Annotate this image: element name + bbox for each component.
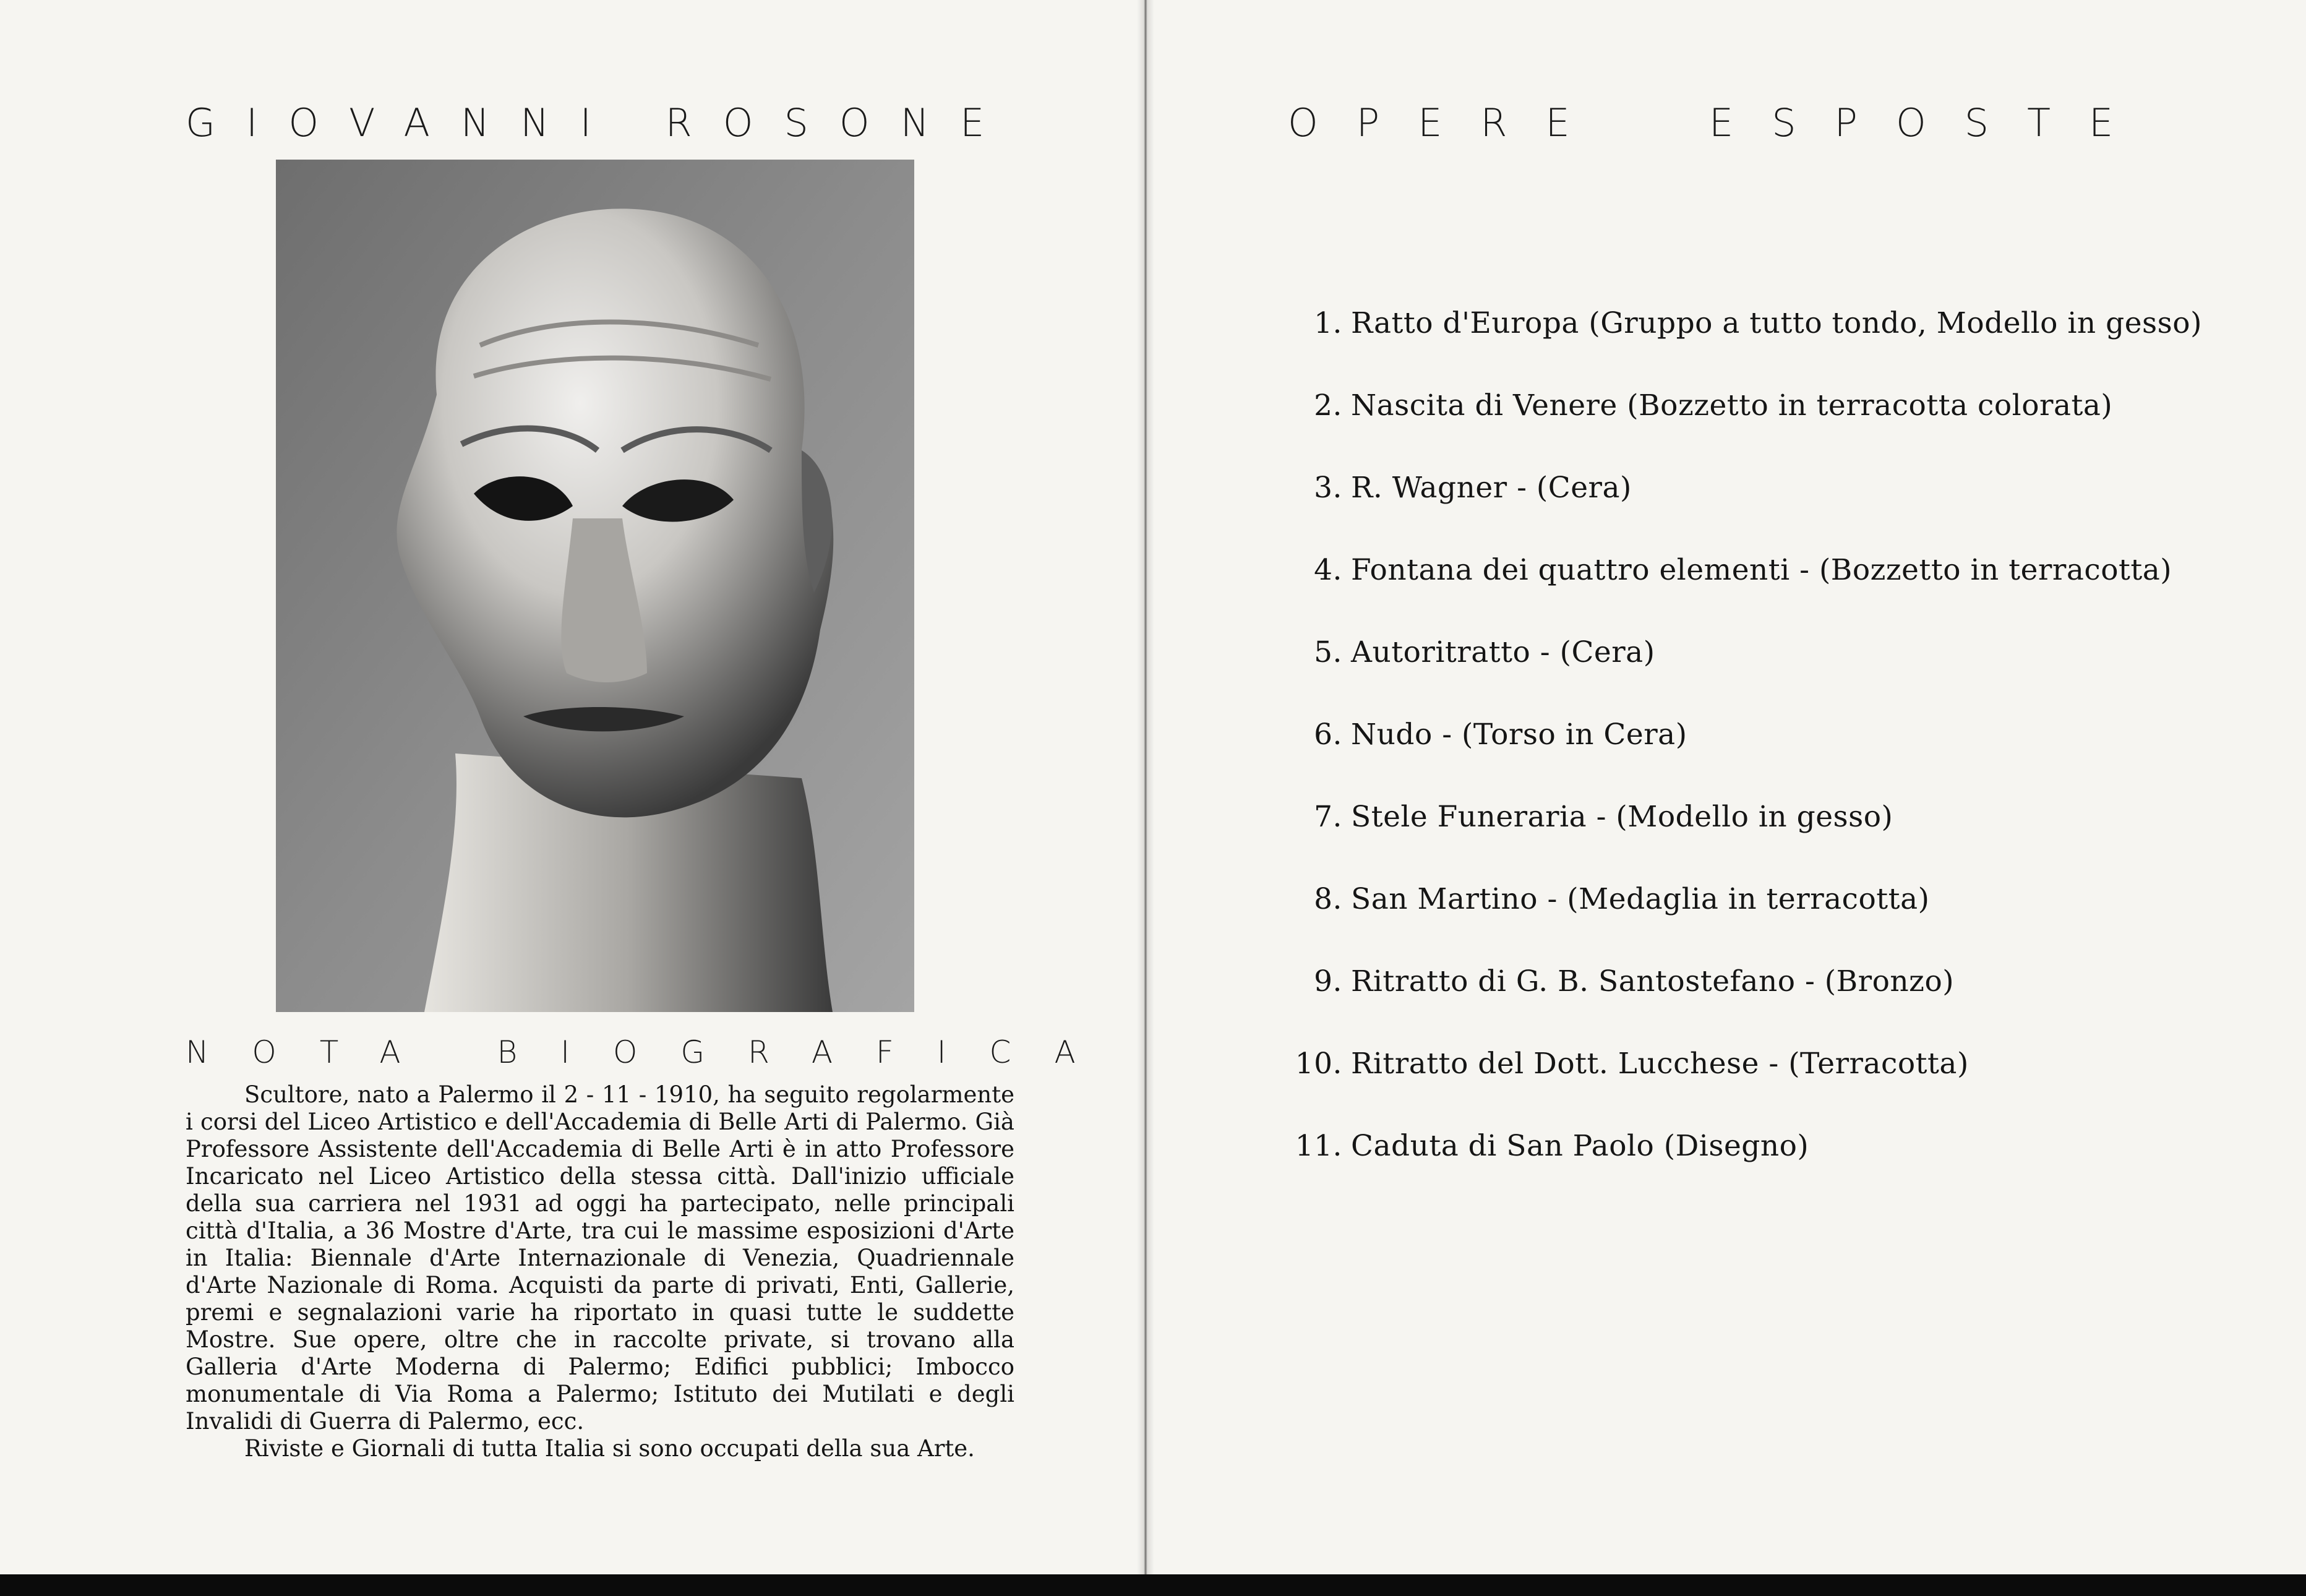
list-item [1288, 964, 2202, 1047]
bio-paragraph: Riviste e Giornali di tutta Italia si sono occupati della sua Arte. [244, 1435, 975, 1462]
list-item [1288, 471, 2202, 553]
item-text: Nascita di Venere (Bozzetto in terracotta colorata) [1351, 388, 2113, 423]
item-number: 7. [1314, 800, 1342, 834]
right-page [1146, 0, 2306, 1574]
sculpted-head-image [276, 160, 914, 1012]
list-item [1288, 553, 2202, 635]
list-item [1288, 1129, 2202, 1211]
bio-paragraph: Scultore, nato a Palermo il 2 - 11 - 1910, ha seguito regolarmente i corsi del Liceo Artistico e dell'Accademia di Belle Arti di Palermo. Già Professore Assistente dell'Accademia di Belle Arti è in atto Professore Incaricato nel Liceo Artistico della stessa città. Dall'inizio ufficiale della sua carriera nel 1931 ad oggi ha partecipato, nelle principali città d'Italia, a 36 Mostre d'Arte, tra cui le massime esposizioni d'Arte in Italia: Biennale d'Arte Internazionale di Venezia, Quadriennale d'Arte Nazionale di Roma. Acquisti da parte di privati, Enti, Gallerie, premi e segnalazioni varie ha riportato in quasi tutte le suddette Mostre. Sue opere, oltre che in raccolte private, si trovano alla Galleria d'Arte Moderna di Palermo; Edifici pubblici; Imbocco monumentale di Via Roma a Palermo; Istituto dei Mutilati e degli Invalidi di Guerra di Palermo, ecc. [186, 1081, 1014, 1435]
item-number: 5. [1314, 635, 1342, 669]
left-page [0, 0, 1144, 1574]
item-text: Fontana dei quattro elementi - (Bozzetto in terracotta) [1351, 553, 2172, 587]
item-text: Ritratto di G. B. Santostefano - (Bronzo) [1351, 964, 1955, 998]
item-text: Stele Funeraria - (Modello in gesso) [1351, 800, 1893, 834]
exhibited-works-list [1288, 306, 2202, 1211]
item-text: San Martino - (Medaglia in terracotta) [1351, 882, 1930, 916]
list-item [1288, 800, 2202, 882]
sculpture-photo [276, 160, 914, 1012]
item-text: Caduta di San Paolo (Disegno) [1351, 1129, 1809, 1163]
list-item [1288, 306, 2202, 388]
item-text: Autoritratto - (Cera) [1351, 635, 1655, 669]
item-number: 9. [1314, 964, 1342, 998]
list-item [1288, 882, 2202, 964]
list-item [1288, 718, 2202, 800]
scan-bottom-edge [0, 1574, 2306, 1596]
item-number: 1. [1314, 306, 1342, 340]
item-text: Nudo - (Torso in Cera) [1351, 718, 1687, 752]
item-number: 6. [1314, 718, 1342, 752]
item-text: Ritratto del Dott. Lucchese - (Terracotta) [1351, 1047, 1969, 1081]
item-number: 11. [1295, 1129, 1342, 1163]
item-number: 8. [1314, 882, 1342, 916]
list-item [1288, 388, 2202, 471]
item-number: 10. [1295, 1047, 1342, 1081]
item-number: 3. [1314, 471, 1342, 505]
item-number: 4. [1314, 553, 1342, 587]
list-item [1288, 635, 2202, 718]
artist-name-title: GIOVANNI ROSONE [186, 100, 1016, 145]
item-text: Ratto d'Europa (Gruppo a tutto tondo, Modello in gesso) [1351, 306, 2202, 340]
item-number: 2. [1314, 388, 1342, 423]
section-title-biography: NOTA BIOGRAFICA [186, 1034, 1119, 1070]
list-item [1288, 1047, 2202, 1129]
item-text: R. Wagner - (Cera) [1351, 471, 1632, 505]
exhibited-works-title: OPERE ESPOSTE [1288, 100, 2152, 145]
biography-text [186, 1081, 1014, 1462]
